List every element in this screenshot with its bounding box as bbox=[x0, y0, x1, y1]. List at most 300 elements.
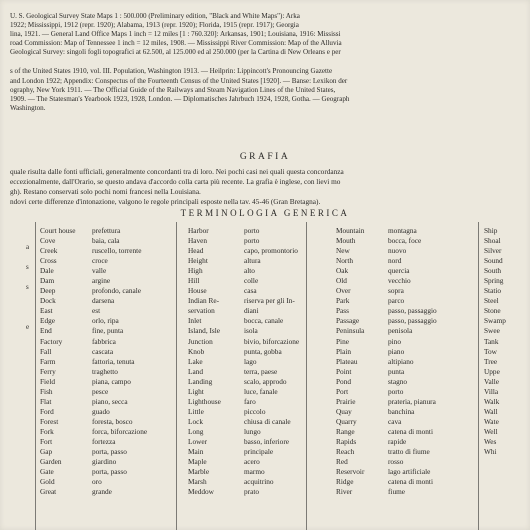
term-english: Garden bbox=[40, 457, 62, 467]
term-italian: fortezza bbox=[92, 436, 116, 446]
margin-letter: a bbox=[26, 243, 30, 251]
term-italian: orlo, ripa bbox=[92, 316, 119, 326]
term-english: Junction bbox=[188, 336, 213, 346]
sources-line: Washington. bbox=[10, 103, 46, 112]
term-italian: est bbox=[92, 306, 101, 316]
glossary-row bbox=[336, 427, 437, 437]
term-italian: altipiano bbox=[388, 356, 414, 366]
term-italian: fine, punta bbox=[92, 326, 124, 336]
term-english: Over bbox=[336, 286, 351, 296]
term-italian: fabbrica bbox=[92, 336, 116, 346]
glossary-row bbox=[188, 266, 299, 276]
term-english: South bbox=[484, 266, 502, 276]
glossary-row bbox=[188, 437, 299, 447]
glossary-row bbox=[40, 326, 147, 336]
term-english: Head bbox=[188, 246, 204, 256]
glossary-row bbox=[188, 387, 299, 397]
glossary-row bbox=[40, 236, 147, 246]
glossary-row bbox=[188, 407, 299, 417]
term-english: Indian Re- bbox=[188, 296, 220, 306]
glossary-row bbox=[484, 316, 506, 326]
glossary-row bbox=[484, 296, 506, 306]
term-english: Well bbox=[484, 426, 498, 436]
term-english: Statio bbox=[484, 286, 502, 296]
term-english: Stone bbox=[484, 306, 501, 316]
glossary-row bbox=[336, 397, 437, 407]
term-english: Fort bbox=[40, 436, 53, 446]
term-italian: acero bbox=[244, 457, 260, 467]
term-english: Ferry bbox=[40, 366, 56, 376]
term-italian: prateria, pianura bbox=[388, 396, 436, 406]
term-english: Uppe bbox=[484, 366, 500, 376]
term-english: Plain bbox=[336, 346, 351, 356]
term-english: servation bbox=[188, 306, 215, 316]
glossary-column-3 bbox=[336, 226, 437, 497]
term-english: Old bbox=[336, 276, 347, 286]
glossary-row bbox=[188, 367, 299, 377]
term-english: Main bbox=[188, 447, 204, 457]
term-english: Land bbox=[188, 366, 203, 376]
term-english: Wes bbox=[484, 436, 497, 446]
term-english: Lower bbox=[188, 436, 208, 446]
term-italian: scalo, approdo bbox=[244, 376, 287, 386]
glossary-row bbox=[336, 367, 437, 377]
glossary-row bbox=[336, 467, 437, 477]
glossary-row bbox=[336, 326, 437, 336]
glossary-row bbox=[336, 487, 437, 497]
glossary-row bbox=[336, 256, 437, 266]
term-english: Mouth bbox=[336, 236, 356, 246]
glossary-row bbox=[40, 377, 147, 387]
glossary-row bbox=[484, 266, 506, 276]
term-english: Flat bbox=[40, 396, 52, 406]
glossary-row bbox=[40, 286, 147, 296]
term-english: Wate bbox=[484, 416, 499, 426]
term-english: Knob bbox=[188, 346, 205, 356]
term-english: Lighthouse bbox=[188, 396, 221, 406]
term-italian: prato bbox=[244, 487, 259, 497]
term-english: Tree bbox=[484, 356, 498, 366]
sources-line: 1909. — The Statesman's Yearbook 1923, 1928, London. — Diplomatisches Jahrbuch 1924, 1928, Gotha. — Geograph bbox=[10, 94, 350, 103]
glossary-row bbox=[40, 266, 147, 276]
term-english: Court house bbox=[40, 226, 76, 235]
term-italian: porto bbox=[244, 226, 260, 235]
term-italian: alto bbox=[244, 266, 255, 276]
term-english: Plateau bbox=[336, 356, 358, 366]
glossary-row bbox=[336, 226, 437, 236]
term-english: Marsh bbox=[188, 477, 207, 487]
term-italian: colle bbox=[244, 276, 259, 286]
term-italian: capo, promontorio bbox=[244, 246, 298, 256]
glossary-row bbox=[484, 226, 506, 236]
term-english: Field bbox=[40, 376, 55, 386]
glossary-row bbox=[40, 417, 147, 427]
term-english: Dale bbox=[40, 266, 54, 276]
term-english: House bbox=[188, 286, 207, 296]
term-italian: catena di monti bbox=[388, 426, 433, 436]
term-english: Prairie bbox=[336, 396, 356, 406]
term-italian: nord bbox=[388, 256, 402, 266]
glossary-row bbox=[40, 397, 147, 407]
glossary-row bbox=[484, 447, 506, 457]
term-italian: piano bbox=[388, 346, 405, 356]
glossary-row bbox=[336, 457, 437, 467]
term-english: Inlet bbox=[188, 316, 202, 326]
glossary-row bbox=[484, 387, 506, 397]
column-rule bbox=[478, 222, 479, 530]
column-rule bbox=[306, 222, 307, 530]
glossary-row bbox=[188, 467, 299, 477]
term-english: Whi bbox=[484, 447, 497, 457]
term-english: Maple bbox=[188, 457, 207, 467]
term-english: Light bbox=[188, 386, 204, 396]
glossary-row bbox=[40, 437, 147, 447]
term-italian: rosso bbox=[388, 457, 404, 467]
term-italian: punta bbox=[388, 366, 405, 376]
term-italian: baia, cala bbox=[92, 236, 120, 246]
glossary-row bbox=[484, 236, 506, 246]
glossary-row bbox=[188, 397, 299, 407]
term-english: Landing bbox=[188, 376, 213, 386]
term-english: Little bbox=[188, 406, 204, 416]
grafia-line: ndovi certe differenze d'intonazione, valgono le regole principali esposte nella tav. 45-46 (Gran Bretagna). bbox=[10, 197, 321, 206]
term-italian: basso, inferiore bbox=[244, 436, 289, 446]
term-english: Pine bbox=[336, 336, 349, 346]
term-italian: pesce bbox=[92, 386, 109, 396]
glossary-row bbox=[40, 457, 147, 467]
glossary-row bbox=[188, 457, 299, 467]
term-italian: oro bbox=[92, 477, 102, 487]
term-english: Ship bbox=[484, 226, 498, 235]
grafia-paragraph bbox=[10, 167, 530, 207]
term-italian: sopra bbox=[388, 286, 404, 296]
glossary-row bbox=[336, 276, 437, 286]
grafia-line: gh). Restano conservati solo pochi nomi francesi nella Louisiana. bbox=[10, 187, 201, 196]
term-italian: lago artificiale bbox=[388, 467, 431, 477]
term-english: Passage bbox=[336, 316, 360, 326]
term-english: Dam bbox=[40, 276, 55, 286]
term-italian: argine bbox=[92, 276, 111, 286]
column-rule bbox=[176, 222, 177, 530]
glossary-row bbox=[188, 487, 299, 497]
term-italian: banchina bbox=[388, 406, 415, 416]
glossary-row bbox=[336, 417, 437, 427]
term-english: Valle bbox=[484, 376, 499, 386]
glossary-row bbox=[188, 276, 299, 286]
grafia-heading: GRAFIA bbox=[239, 152, 291, 162]
term-italian: catena di monti bbox=[388, 477, 433, 487]
glossary-row bbox=[40, 316, 147, 326]
sources-line: ography, New York 1911. — The Official Guide of the Railways and Steam Navigation Lines of the United States, bbox=[10, 85, 336, 94]
glossary-row bbox=[484, 276, 506, 286]
term-italian: profondo, canale bbox=[92, 286, 142, 296]
term-english: Sound bbox=[484, 256, 503, 266]
term-english: Lock bbox=[188, 416, 203, 426]
term-italian: bocca, foce bbox=[388, 236, 422, 246]
term-italian: porta, passo bbox=[92, 447, 127, 457]
term-italian: cascata bbox=[92, 346, 114, 356]
term-english: Fall bbox=[40, 346, 52, 356]
glossary-row bbox=[484, 326, 506, 336]
sources-line: and London 1922; Appendix: Conspectus of the Fourteenth Census of the United States [1920]. — Banse: Lexikon der bbox=[10, 76, 348, 85]
term-english: Wall bbox=[484, 406, 498, 416]
glossary-row bbox=[484, 337, 506, 347]
term-italian: cava bbox=[388, 416, 402, 426]
glossary-row bbox=[188, 357, 299, 367]
term-english: Marble bbox=[188, 467, 210, 477]
term-english: River bbox=[336, 487, 353, 497]
glossary-row bbox=[336, 316, 437, 326]
term-italian: diani bbox=[244, 306, 259, 316]
term-english: Fish bbox=[40, 386, 53, 396]
term-english: Oak bbox=[336, 266, 349, 276]
term-english: Range bbox=[336, 426, 355, 436]
term-english: Lake bbox=[188, 356, 203, 366]
glossary-row bbox=[336, 477, 437, 487]
term-english: Cove bbox=[40, 236, 56, 246]
term-italian: parco bbox=[388, 296, 405, 306]
glossary-column-2 bbox=[188, 226, 299, 497]
term-italian: piano, secca bbox=[92, 396, 128, 406]
glossary-row bbox=[40, 296, 147, 306]
term-english: Point bbox=[336, 366, 352, 376]
glossary-row bbox=[484, 437, 506, 447]
term-english: High bbox=[188, 266, 203, 276]
term-english: Pass bbox=[336, 306, 349, 316]
glossary-row bbox=[484, 306, 506, 316]
glossary-row bbox=[188, 326, 299, 336]
margin-letter: s bbox=[26, 263, 29, 271]
term-english: Mountain bbox=[336, 226, 365, 235]
term-english: End bbox=[40, 326, 52, 336]
term-italian: passo, passaggio bbox=[388, 306, 437, 316]
term-italian: punta, gobba bbox=[244, 346, 282, 356]
term-english: Port bbox=[336, 386, 349, 396]
term-english: New bbox=[336, 246, 350, 256]
glossary-row bbox=[484, 427, 506, 437]
sources-line: s of the United States 1910, vol. III. Population, Washington 1913. — Heilprin: Lippincott's Pronouncing Gazette bbox=[10, 67, 333, 76]
term-italian: prefettura bbox=[92, 226, 121, 235]
glossary-row bbox=[40, 246, 147, 256]
term-english: Height bbox=[188, 256, 208, 266]
glossary-row bbox=[188, 377, 299, 387]
term-english: Villa bbox=[484, 386, 499, 396]
glossary-row bbox=[40, 467, 147, 477]
term-italian: fiume bbox=[388, 487, 406, 497]
margin-letter: e bbox=[26, 323, 30, 331]
term-english: Deep bbox=[40, 286, 56, 296]
glossary-row bbox=[484, 256, 506, 266]
term-english: Great bbox=[40, 487, 57, 497]
term-italian: terra, paese bbox=[244, 366, 278, 376]
glossary-row bbox=[484, 407, 506, 417]
glossary-row bbox=[40, 357, 147, 367]
term-english: Island, Isle bbox=[188, 326, 221, 336]
glossary-row bbox=[188, 226, 299, 236]
term-italian: bivio, biforcazione bbox=[244, 336, 300, 346]
terminologia-heading: TERMINOLOGIA GENERICA bbox=[180, 208, 350, 218]
term-italian: quercia bbox=[388, 266, 410, 276]
glossary-row bbox=[188, 306, 299, 316]
term-italian: riserva per gli In- bbox=[244, 296, 295, 306]
term-italian: giardino bbox=[92, 457, 117, 467]
term-italian: marmo bbox=[244, 467, 265, 477]
glossary-row bbox=[188, 286, 299, 296]
term-english: Red bbox=[336, 457, 348, 467]
grafia-line: quale risulta dalle fonti ufficiali, generalmente concordanti tra di loro. Nei pochi casi nei quali questa concordanza bbox=[10, 167, 344, 176]
glossary-row bbox=[484, 357, 506, 367]
term-english: Creek bbox=[40, 246, 58, 256]
glossary-row bbox=[188, 427, 299, 437]
glossary-row bbox=[484, 367, 506, 377]
term-italian: isola bbox=[244, 326, 258, 336]
term-italian: croce bbox=[92, 256, 108, 266]
term-italian: montagna bbox=[388, 226, 417, 235]
term-italian: vecchio bbox=[388, 276, 411, 286]
glossary-row bbox=[40, 226, 147, 236]
term-italian: traghetto bbox=[92, 366, 118, 376]
term-italian: piana, campo bbox=[92, 376, 131, 386]
term-english: Spring bbox=[484, 276, 504, 286]
glossary-column-1 bbox=[40, 226, 147, 497]
term-english: Gold bbox=[40, 477, 55, 487]
glossary-row bbox=[188, 347, 299, 357]
glossary-row bbox=[188, 337, 299, 347]
term-italian: ruscello, torrente bbox=[92, 246, 142, 256]
grafia-line: eccezionalmente, dall'Orario, se questo andava d'accordo colla carta più recente. La grafia è inglese, con lievi mo bbox=[10, 177, 341, 186]
term-english: Silver bbox=[484, 246, 502, 256]
glossary-row bbox=[336, 337, 437, 347]
term-italian: luce, fanale bbox=[244, 386, 278, 396]
term-english: Gate bbox=[40, 467, 54, 477]
term-italian: passo, passaggio bbox=[388, 316, 437, 326]
glossary-row bbox=[40, 477, 147, 487]
term-english: Swamp bbox=[484, 316, 506, 326]
term-italian: forca, biforcazione bbox=[92, 426, 148, 436]
sources-line: U. S. Geological Survey State Maps 1 : 500.000 (Preliminary edition, "Black and White Maps"): Arka bbox=[10, 12, 300, 20]
term-english: Swee bbox=[484, 326, 500, 336]
glossary-row bbox=[40, 337, 147, 347]
term-italian: principale bbox=[244, 447, 274, 457]
term-italian: pino bbox=[388, 336, 401, 346]
glossary-row bbox=[336, 347, 437, 357]
glossary-row bbox=[336, 437, 437, 447]
term-english: Edge bbox=[40, 316, 55, 326]
glossary-row bbox=[40, 347, 147, 357]
term-english: Steel bbox=[484, 296, 499, 306]
term-english: Gap bbox=[40, 447, 53, 457]
glossary-row bbox=[188, 296, 299, 306]
term-italian: stagno bbox=[388, 376, 408, 386]
sources-line: road Commission: Map of Tennessee 1 inch = 12 miles, 1908. — Mississippi River Commission: Map of the Alluvia bbox=[10, 39, 342, 48]
term-english: Harbor bbox=[188, 226, 209, 235]
term-italian: faro bbox=[244, 396, 256, 406]
glossary-row bbox=[188, 417, 299, 427]
column-rule bbox=[35, 222, 36, 530]
glossary-row bbox=[484, 347, 506, 357]
term-english: Cross bbox=[40, 256, 57, 266]
term-english: Haven bbox=[188, 236, 208, 246]
term-italian: rapide bbox=[388, 436, 407, 446]
term-italian: lungo bbox=[244, 426, 261, 436]
glossary-row bbox=[188, 256, 299, 266]
term-english: East bbox=[40, 306, 53, 316]
glossary-row bbox=[336, 387, 437, 397]
term-english: Ford bbox=[40, 406, 54, 416]
glossary-row bbox=[336, 236, 437, 246]
term-english: Factory bbox=[40, 336, 63, 346]
term-english: Quay bbox=[336, 406, 352, 416]
term-english: Reach bbox=[336, 447, 355, 457]
glossary-row bbox=[40, 306, 147, 316]
term-english: Rapids bbox=[336, 436, 357, 446]
glossary-row bbox=[336, 377, 437, 387]
glossary-row bbox=[40, 407, 147, 417]
glossary-row bbox=[336, 447, 437, 457]
glossary-row bbox=[188, 447, 299, 457]
glossary-row bbox=[336, 246, 437, 256]
glossary-row bbox=[336, 266, 437, 276]
term-italian: nuovo bbox=[388, 246, 407, 256]
glossary-row bbox=[40, 367, 147, 377]
glossary-row bbox=[484, 286, 506, 296]
glossary-row bbox=[336, 357, 437, 367]
glossary-row bbox=[336, 306, 437, 316]
term-italian: fattoria, tenuta bbox=[92, 356, 135, 366]
term-english: Reservoir bbox=[336, 467, 365, 477]
glossary-row bbox=[40, 276, 147, 286]
term-italian: tratto di fiume bbox=[388, 447, 430, 457]
term-italian: piccolo bbox=[244, 406, 266, 416]
term-english: Peninsula bbox=[336, 326, 365, 336]
term-english: Long bbox=[188, 426, 204, 436]
term-english: Tow bbox=[484, 346, 497, 356]
term-english: Shoal bbox=[484, 236, 501, 246]
term-italian: porta, passo bbox=[92, 467, 127, 477]
sources-line: Geological Survey: singoli fogli topografici at 62.500, al 125.000 ed al 250.000 (per la Cartina di New Orleans e per bbox=[10, 48, 341, 57]
term-italian: valle bbox=[92, 266, 107, 276]
term-english: Farm bbox=[40, 356, 56, 366]
term-italian: bocca, canale bbox=[244, 316, 284, 326]
term-italian: acquitrino bbox=[244, 477, 274, 487]
term-english: Tank bbox=[484, 336, 499, 346]
term-english: Meddow bbox=[188, 487, 214, 497]
term-english: Dock bbox=[40, 296, 56, 306]
term-italian: porto bbox=[244, 236, 260, 246]
term-italian: penisola bbox=[388, 326, 413, 336]
glossary-column-4 bbox=[484, 226, 506, 457]
glossary-row bbox=[336, 407, 437, 417]
term-italian: altura bbox=[244, 256, 261, 266]
term-english: Park bbox=[336, 296, 350, 306]
term-italian: darsena bbox=[92, 296, 115, 306]
term-italian: lago bbox=[244, 356, 257, 366]
sources-line: 1922; Mississippi, 1912 (repr. 1920); Alabama, 1913 (repr. 1920); Florida, 1915 (repr. 1917); Georgia bbox=[10, 21, 299, 30]
term-english: Quarry bbox=[336, 416, 357, 426]
sources-line: lina, 1921. — General Land Office Maps 1 inch = 12 miles [1 : 760.320]: Arkansas, 1901; Louisiana, 1916: Mississi bbox=[10, 30, 341, 39]
term-english: Fork bbox=[40, 426, 54, 436]
glossary-row bbox=[40, 256, 147, 266]
glossary-row bbox=[484, 377, 506, 387]
term-italian: casa bbox=[244, 286, 257, 296]
glossary-row bbox=[484, 417, 506, 427]
glossary-row bbox=[336, 286, 437, 296]
glossary-row bbox=[188, 236, 299, 246]
term-english: Ridge bbox=[336, 477, 354, 487]
glossary-row bbox=[484, 397, 506, 407]
sources-block bbox=[10, 12, 530, 113]
glossary-row bbox=[40, 447, 147, 457]
